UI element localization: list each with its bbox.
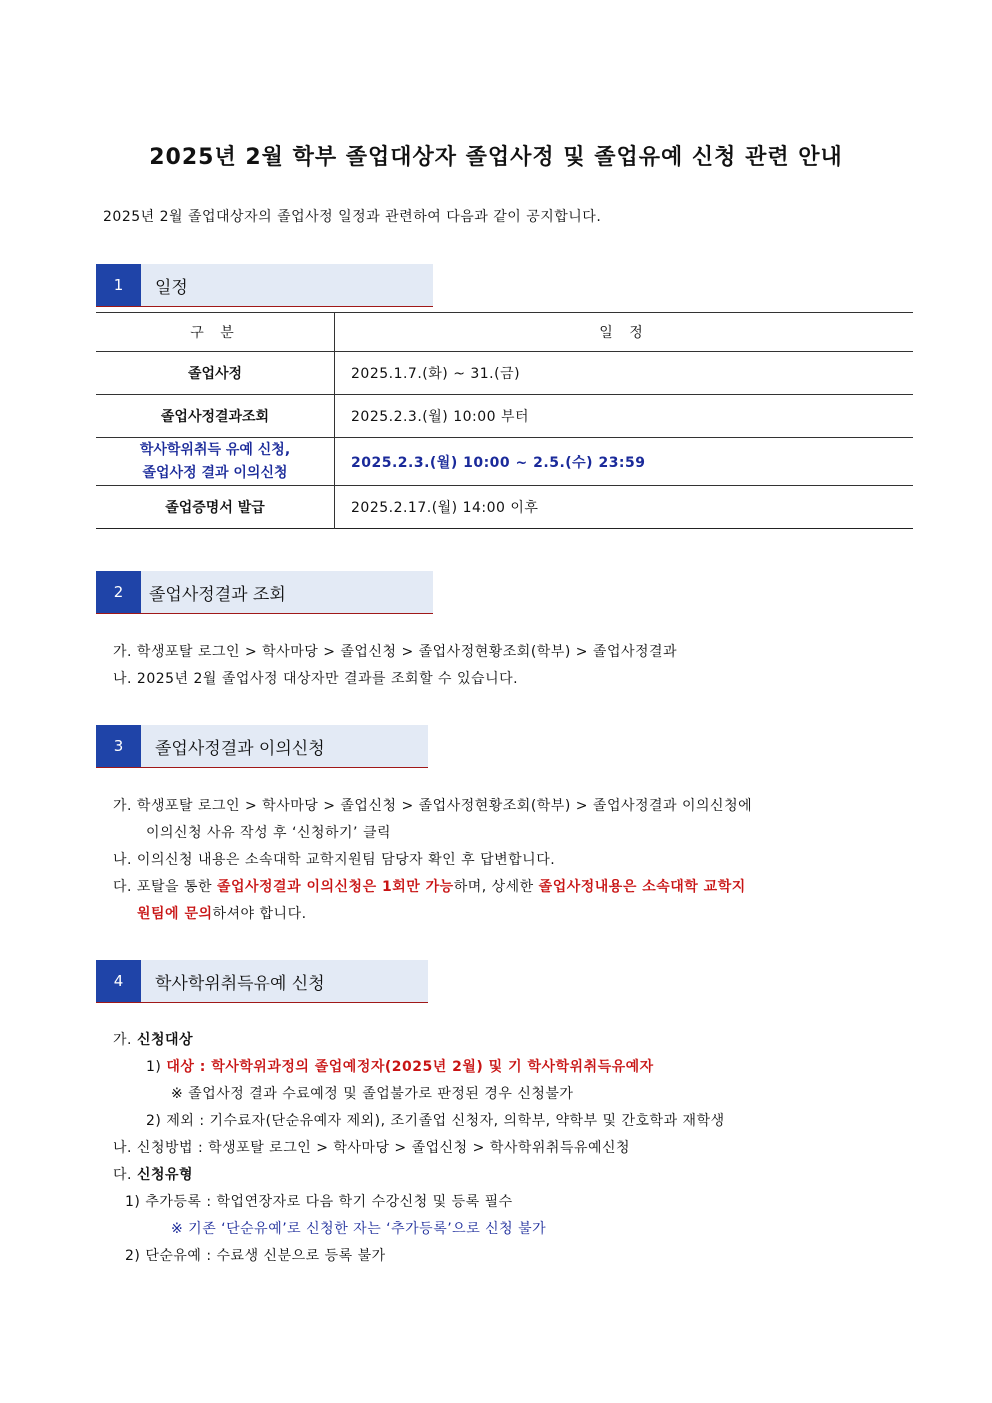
section-1-header [96,264,433,307]
da-heading: 신청유형 [136,1167,194,1183]
section-1-title: 일정 [141,264,433,306]
section-2-number: 2 [96,571,141,613]
da-prefix: 다. [113,1167,137,1183]
section-3-item-ga-line2: 이의신청 사유 작성 후 ‘신청하기’ 클릭 [146,825,392,841]
section-3-number: 3 [96,725,141,767]
section-4-target-note: ※ 졸업사정 결과 수료예정 및 졸업불가로 판정된 경우 신청불가 [171,1086,574,1102]
row-label: 졸업사정결과조회 [96,395,335,438]
table-row [96,486,913,529]
section-4-item-da [113,1164,193,1184]
section-3-item-da-line1 [113,876,746,896]
section-2-item-na: 나. 2025년 2월 졸업사정 대상자만 결과를 조회할 수 있습니다. [113,671,519,687]
section-4-exclusion: 2) 제외 : 기수료자(단순유예자 제외), 조기졸업 신청자, 의학부, 약학부 및 간호학과 재학생 [146,1113,725,1129]
row-value: 2025.2.3.(월) 10:00 부터 [335,395,914,438]
table-row [96,352,913,395]
section-4-type-2: 2) 단순유예 : 수료생 신분으로 등록 불가 [125,1248,386,1264]
section-1-number: 1 [96,264,141,306]
table-header-category: 구 분 [96,313,335,352]
row-label-line1: 학사학위취득 유예 신청, [139,441,291,458]
row-label-line2: 졸업사정 결과 이의신청 [142,464,288,481]
section-2-item-ga: 가. 학생포탈 로그인 > 학사마당 > 졸업신청 > 졸업사정현황조회(학부) > 졸업사정결과 [113,644,678,660]
section-4-title: 학사학위취득유예 신청 [141,960,428,1002]
item1-prefix: 1) [146,1059,167,1075]
section-4-item-na: 나. 신청방법 : 학생포탈 로그인 > 학사마당 > 졸업신청 > 학사학위취득유예신청 [113,1140,631,1156]
da-emphasis-1: 졸업사정결과 이의신청은 1회만 가능 [216,879,454,895]
intro-text: 2025년 2월 졸업대상자의 졸업사정 일정과 관련하여 다음과 같이 공지합니다. [103,209,602,225]
section-3-item-ga-line1: 가. 학생포탈 로그인 > 학사마당 > 졸업신청 > 졸업사정현황조회(학부) > 졸업사정결과 이의신청에 [113,798,753,814]
table-header-schedule: 일 정 [335,313,914,352]
section-3-item-da-line2 [137,903,307,923]
section-4-target [146,1056,654,1076]
da-emphasis-3: 원팀에 문의 [137,906,213,922]
schedule-table [96,312,913,529]
section-3-header [96,725,428,768]
row-value: 2025.1.7.(화) ~ 31.(금) [335,352,914,395]
row-value: 2025.2.3.(월) 10:00 ~ 2.5.(수) 23:59 [335,438,914,486]
da-suffix: 하셔야 합니다. [212,906,307,922]
ga-heading: 신청대상 [136,1032,194,1048]
section-3-item-na: 나. 이의신청 내용은 소속대학 교학지원팀 담당자 확인 후 답변합니다. [113,852,556,868]
page-title: 2025년 2월 학부 졸업대상자 졸업사정 및 졸업유예 신청 관련 안내 [149,145,843,170]
item1-emphasis: 대상 : 학사학위과정의 졸업예정자(2025년 2월) 및 기 학사학위취득유예자 [166,1059,654,1075]
section-4-type-1-note: ※ 기존 ‘단순유예’로 신청한 자는 ‘추가등록’으로 신청 불가 [171,1221,547,1237]
section-4-type-1: 1) 추가등록 : 학업연장자로 다음 학기 수강신청 및 등록 필수 [125,1194,513,1210]
da-emphasis-2: 졸업사정내용은 소속대학 교학지 [538,879,746,895]
row-label: 졸업증명서 발급 [96,486,335,529]
section-3-title: 졸업사정결과 이의신청 [141,725,428,767]
section-2-header [96,571,433,614]
row-label [96,438,335,486]
section-4-header [96,960,428,1003]
da-mid: 하며, 상세한 [453,879,539,895]
ga-prefix: 가. [113,1032,137,1048]
table-row-highlight [96,438,913,486]
section-2-title: 졸업사정결과 조회 [141,571,433,613]
table-row [96,395,913,438]
section-4-number: 4 [96,960,141,1002]
section-4-item-ga [113,1029,193,1049]
da-prefix: 다. 포탈을 통한 [113,879,217,895]
row-label: 졸업사정 [96,352,335,395]
row-value: 2025.2.17.(월) 14:00 이후 [335,486,914,529]
